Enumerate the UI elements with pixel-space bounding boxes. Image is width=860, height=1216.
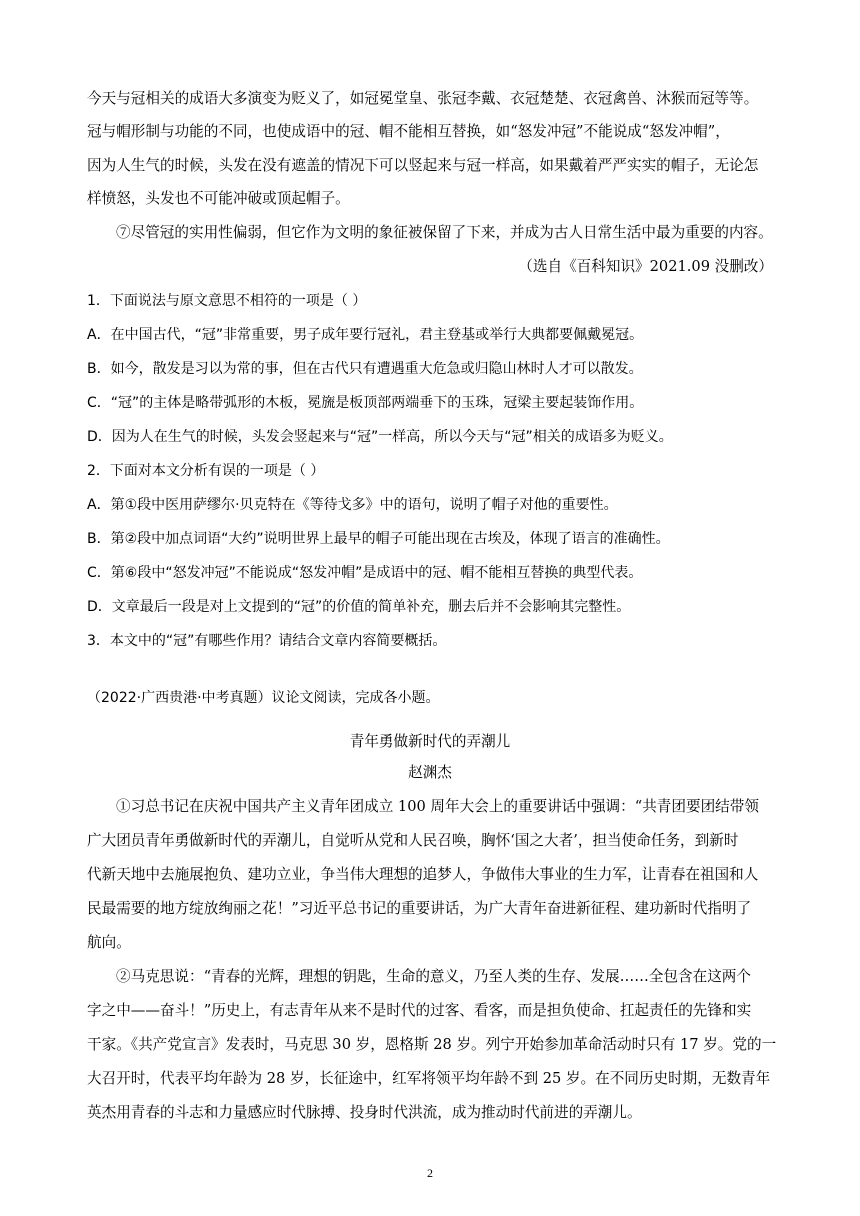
- passage1-para7: ⑦尽管冠的实用性偏弱，但它作为文明的象征被保留了下来，并成为古人日常生活中最为重要的内容。: [116, 224, 773, 241]
- question-2-option-a: A．第①段中医用萨缪尔·贝克特在《等待戈多》中的语句，说明了帽子对他的重要性。: [87, 497, 618, 513]
- question-3-stem: 3．本文中的“冠”有哪些作用？请结合文章内容简要概括。: [87, 633, 447, 649]
- passage2-para2-line-4: 大召开时，代表平均年龄为 28 岁，长征途中，红军将领平均年龄不到 25 岁。在不同历史时期，无数青年: [87, 1070, 771, 1087]
- question-1-option-d: D．因为人在生气的时候，头发会竖起来与“冠”一样高，所以今天与“冠”相关的成语多为贬义。: [87, 429, 673, 445]
- question-1-stem: 1．下面说法与原文意思不相符的一项是（ ）: [87, 293, 367, 309]
- passage2-title: 青年勇做新时代的弄潮儿: [349, 733, 511, 750]
- question-1-option-a: A．在中国古代，“冠”非常重要，男子成年要行冠礼，君主登基或举行大典都要佩戴冕冠。: [87, 327, 644, 343]
- passage2-para1-line-5: 航向。: [87, 934, 131, 951]
- passage2-para2-line-3: 干家。《共产党宣言》发表时，马克思 30 岁，恩格斯 28 岁。列宁开始参加革命活动时只有 17 岁。党的一: [87, 1036, 777, 1053]
- question-1-option-b: B．如今，散发是习以为常的事，但在古代只有遭遇重大危急或归隐山林时人才可以散发。: [87, 361, 643, 377]
- passage2-para1-line-1: ①习总书记在庆祝中国共产主义青年团成立 100 周年大会上的重要讲话中强调：“共青团要团结带领: [116, 798, 759, 815]
- passage1-para6-line-4: 样愤怒，头发也不可能冲破或顶起帽子。: [87, 190, 350, 207]
- passage2-para1-line-3: 代新天地中去施展抱负、建功立业，争当伟大理想的追梦人，争做伟大事业的生力军，让青春在祖国和人: [87, 866, 759, 883]
- question-2-option-d: D．文章最后一段是对上文提到的“冠”的价值的简单补充，删去后并不会影响其完整性。: [87, 599, 631, 615]
- question-2-option-b: B．第②段中加点词语“大约”说明世界上最早的帽子可能出现在古埃及，体现了语言的准确性。: [87, 531, 670, 547]
- passage2-para2-line-1: ②马克思说：“青春的光辉，理想的钥匙，生命的意义，乃至人类的生存、发展……全包含在这两个: [116, 968, 751, 985]
- page-number: 2: [427, 1166, 433, 1180]
- passage1-para6-line-2: 冠与帽形制与功能的不同，也使成语中的冠、帽不能相互替换，如“怒发冲冠”不能说成“怒发冲帽”，: [87, 123, 730, 140]
- passage1-source: （选自《百科知识》2021.09 没删改）: [518, 258, 773, 275]
- question-1-option-c: C．“冠”的主体是略带弧形的木板，冕旒是板顶部两端垂下的玉珠，冠梁主要起装饰作用。: [87, 395, 644, 411]
- question-2-stem: 2．下面对本文分析有误的一项是（ ）: [87, 463, 325, 479]
- passage2-para2-line-5: 英杰用青春的斗志和力量感应时代脉搏、投身时代洪流，成为推动时代前进的弄潮儿。: [87, 1104, 642, 1121]
- passage1-para6-line-1: 今天与冠相关的成语大多演变为贬义了，如冠冕堂皇、张冠李戴、衣冠楚楚、衣冠禽兽、沐猴而冠等等。: [87, 90, 759, 107]
- question-2-option-c: C．第⑥段中“怒发冲冠”不能说成“怒发冲帽”是成语中的冠、帽不能相互替换的典型代表。: [87, 565, 643, 581]
- passage2-para2-line-2: 字之中——奋斗！”历史上，有志青年从来不是时代的过客、看客，而是担负使命、扛起责任的先锋和实: [87, 1002, 752, 1019]
- passage2-intro: （2022·广西贵港·中考真题）议论文阅读，完成各小题。: [87, 690, 440, 706]
- passage2-author: 赵渊杰: [408, 764, 452, 781]
- passage2-para1-line-2: 广大团员青年勇做新时代的弄潮儿，自觉听从党和人民召唤，胸怀‘国之大者’，担当使命任务，到新时: [87, 832, 739, 849]
- passage1-para6-line-3: 因为人生气的时候，头发在没有遮盖的情况下可以竖起来与冠一样高，如果戴着严严实实的帽子，无论怎: [87, 157, 759, 174]
- passage2-para1-line-4: 民最需要的地方绽放绚丽之花！”习近平总书记的重要讲话，为广大青年奋进新征程、建功新时代指明了: [87, 900, 752, 917]
